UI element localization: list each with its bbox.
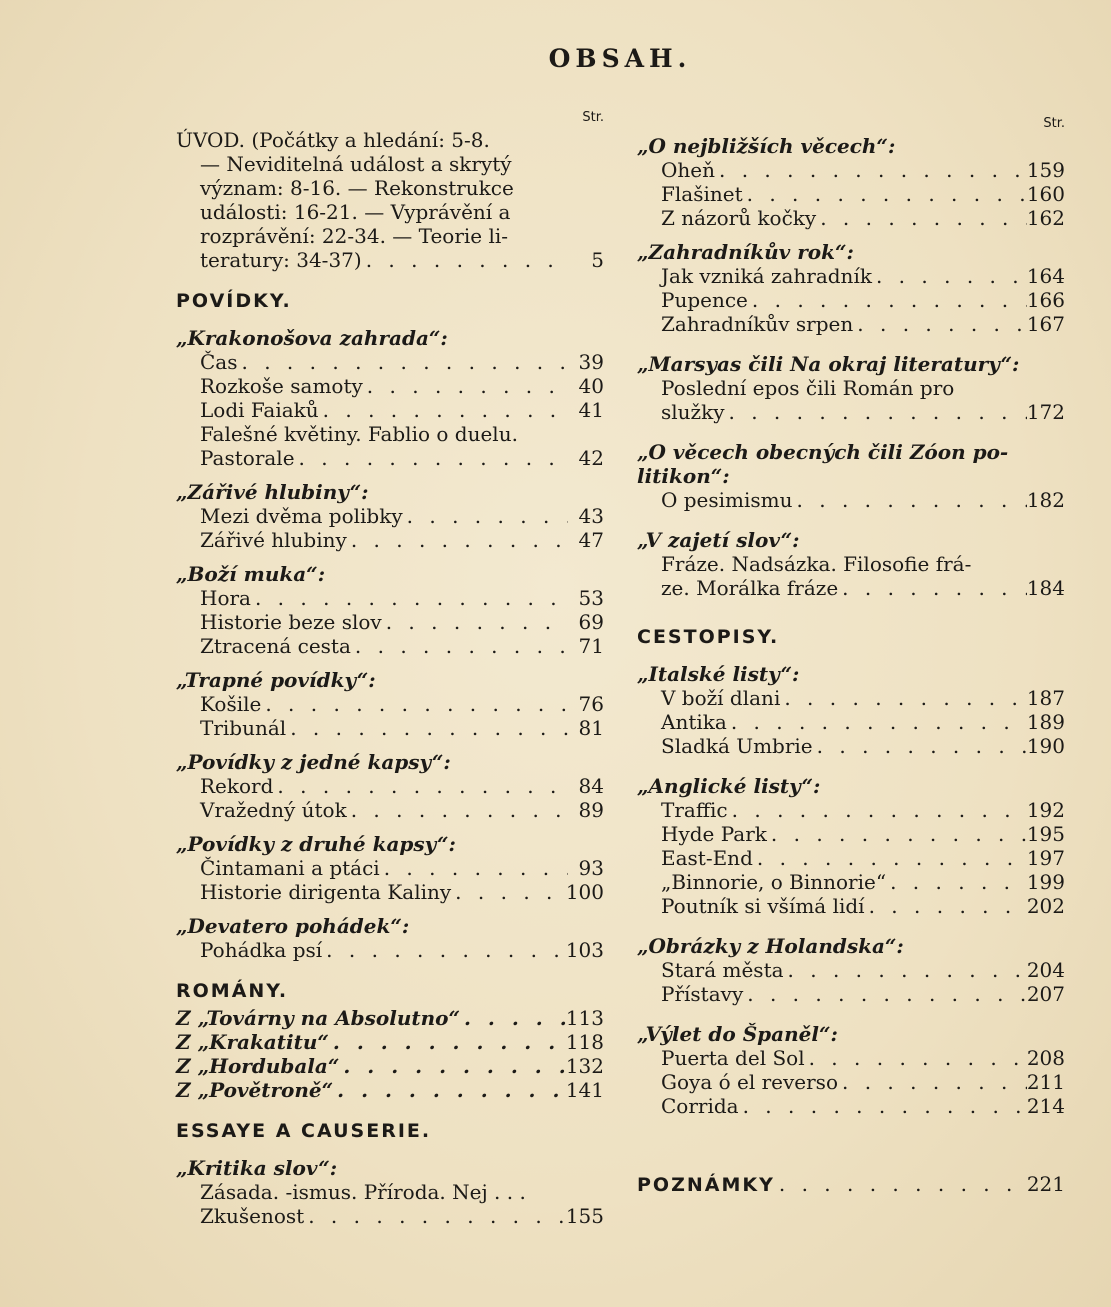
dot-leader (333, 1078, 566, 1102)
toc-entry[interactable] (637, 1070, 1065, 1094)
toc-entry[interactable] (637, 822, 1065, 846)
entry-title-line[interactable]: Falešné květiny. Fablio o duelu. (200, 422, 518, 446)
dot-leader (805, 1046, 1027, 1070)
toc-entry[interactable] (176, 856, 604, 880)
toc-entry[interactable] (176, 586, 604, 610)
toc-entry (176, 248, 604, 272)
entry-title: Mezi dvěma polibky (200, 504, 403, 528)
toc-entry[interactable] (637, 846, 1065, 870)
dot-leader (238, 350, 569, 374)
dot-leader (739, 1094, 1027, 1118)
group-heading: litikon“: (637, 464, 730, 488)
entry-title: Stará města (661, 958, 784, 982)
toc-entry[interactable] (176, 398, 604, 422)
toc-entry[interactable] (176, 1054, 604, 1078)
entry-title: Zářivé hlubiny (200, 528, 347, 552)
toc-entry-poznamky[interactable] (637, 1172, 1065, 1196)
group-heading: „Zahradníkův rok“: (637, 240, 854, 264)
entry-title: Oheň (661, 158, 715, 182)
page-number: 184 (1026, 576, 1065, 600)
uvod-line: ÚVOD. (Počátky a hledání: 5-8. (176, 128, 490, 152)
toc-entry[interactable] (637, 798, 1065, 822)
page-number: 100 (565, 880, 604, 904)
toc-entry[interactable] (637, 206, 1065, 230)
entry-title: Přístavy (661, 982, 744, 1006)
page-number: 211 (1026, 1070, 1065, 1094)
page-number: 141 (565, 1078, 604, 1102)
entry-title: Jak vzniká zahradník (661, 264, 872, 288)
entry-title: Z „Hordubala“ (176, 1054, 340, 1078)
dot-leader (715, 158, 1027, 182)
group-heading: „O věcech obecných čili Zóon po- (637, 440, 1009, 464)
entry-title: Rozkoše samoty (200, 374, 363, 398)
dot-leader (339, 1054, 565, 1078)
dot-leader (793, 488, 1027, 512)
page-number: 118 (565, 1030, 604, 1054)
group-heading: „Obrázky z Holandska“: (637, 934, 904, 958)
entry-title: Traffic (661, 798, 728, 822)
group-heading: „Trapné povídky“: (176, 668, 376, 692)
toc-entry[interactable] (637, 264, 1065, 288)
dot-leader (380, 856, 568, 880)
entry-title: Flašinet (661, 182, 743, 206)
toc-entry[interactable] (637, 1046, 1065, 1070)
dot-leader (273, 774, 568, 798)
toc-entry[interactable] (637, 686, 1065, 710)
entry-title: Čintamani a ptáci (200, 856, 380, 880)
page-number: 47 (578, 528, 604, 552)
page-number: 172 (1026, 400, 1065, 424)
dot-leader (780, 686, 1026, 710)
dot-leader (743, 982, 1027, 1006)
toc-entry[interactable] (637, 576, 1065, 600)
page-number: 81 (578, 716, 604, 740)
entry-title: Poutník si všímá lidí (661, 894, 865, 918)
toc-entry[interactable] (176, 716, 604, 740)
entry-title: Hora (200, 586, 251, 610)
toc-entry[interactable] (176, 350, 604, 374)
page-number: 89 (578, 798, 604, 822)
toc-entry[interactable] (176, 1204, 604, 1228)
toc-right-column (637, 114, 1065, 1196)
page-number: 167 (1026, 312, 1065, 336)
entry-title: Ztracená cesta (200, 634, 351, 658)
uvod-line: události: 16-21. — Vyprávění a (200, 200, 511, 224)
toc-entry[interactable] (637, 400, 1065, 424)
page-number: 221 (1026, 1172, 1065, 1196)
dot-leader (319, 398, 568, 422)
page-number: 197 (1026, 846, 1065, 870)
page-number: 199 (1026, 870, 1065, 894)
toc-entry[interactable] (176, 446, 604, 470)
page-number: 93 (578, 856, 604, 880)
toc-entry[interactable] (637, 958, 1065, 982)
section-heading-povidky: POVÍDKY. (176, 290, 292, 312)
page-number: 155 (565, 1204, 604, 1228)
page-number: 84 (578, 774, 604, 798)
entry-title: Corrida (661, 1094, 739, 1118)
dot-leader (295, 446, 568, 470)
entry-title: Z „Povětroně“ (176, 1078, 334, 1102)
toc-entry[interactable] (637, 710, 1065, 734)
dot-leader (286, 716, 568, 740)
dot-leader (886, 870, 1027, 894)
section-heading-essaye: ESSAYE A CAUSERIE. (176, 1120, 432, 1142)
entry-title: East-End (661, 846, 753, 870)
entry-title: „Binnorie, o Binnorie“ (661, 870, 887, 894)
dot-leader (775, 1172, 1027, 1196)
group-heading: „Zářivé hlubiny“: (176, 480, 369, 504)
entry-title: Zahradníkův srpen (661, 312, 854, 336)
entry-title: Historie beze slov (200, 610, 382, 634)
uvod-line: — Neviditelná událost a skrytý (200, 152, 512, 176)
page-number: 71 (578, 634, 604, 658)
section-heading-cestopisy: CESTOPISY. (637, 626, 780, 648)
page-number: 160 (1026, 182, 1065, 206)
page-number: 182 (1026, 488, 1065, 512)
dot-leader (403, 504, 568, 528)
page-number: 164 (1026, 264, 1065, 288)
page-number: 159 (1026, 158, 1065, 182)
page-number: 207 (1026, 982, 1065, 1006)
uvod-line: rozprávění: 22-34. — Teorie li- (200, 224, 509, 248)
page-number: 187 (1026, 686, 1065, 710)
dot-leader (753, 846, 1027, 870)
page-number: 41 (578, 398, 604, 422)
toc-entry[interactable] (637, 158, 1065, 182)
entry-title: Hyde Park (661, 822, 767, 846)
entry-title: Rekord (200, 774, 274, 798)
dot-leader (322, 938, 566, 962)
entry-title: Antika (661, 710, 727, 734)
dot-leader (725, 400, 1027, 424)
group-heading: „Italské listy“: (637, 662, 800, 686)
group-heading: „Kritika slov“: (176, 1156, 338, 1180)
entry-title: Historie dirigenta Kaliny (200, 880, 452, 904)
toc-entry[interactable] (637, 312, 1065, 336)
page-number: 190 (1026, 734, 1065, 758)
uvod-text (176, 128, 604, 248)
toc-entry[interactable] (637, 894, 1065, 918)
dot-leader (304, 1204, 566, 1228)
dot-leader (853, 312, 1027, 336)
entry-title: Puerta del Sol (661, 1046, 805, 1070)
dot-leader (251, 586, 568, 610)
toc-entry[interactable] (176, 374, 604, 398)
entry-title: POZNÁMKY (637, 1174, 775, 1196)
entry-title: Vražedný útok (200, 798, 347, 822)
entry-title: Pupence (661, 288, 748, 312)
dot-leader (363, 374, 568, 398)
entry-title: Z „Krakatitu“ (176, 1030, 329, 1054)
page-number: 53 (578, 586, 604, 610)
toc-entry[interactable] (637, 182, 1065, 206)
toc-entry[interactable] (176, 938, 604, 962)
page-number: 202 (1026, 894, 1065, 918)
page-number: 69 (578, 610, 604, 634)
page-number: 208 (1026, 1046, 1065, 1070)
toc-left-column (176, 108, 604, 1228)
toc-entry[interactable] (176, 1006, 604, 1030)
entry-title-line[interactable]: Fráze. Nadsázka. Filosofie frá- (661, 552, 972, 576)
toc-entry[interactable] (637, 288, 1065, 312)
group-heading: „Boží muka“: (176, 562, 326, 586)
entry-title: Zkušenost (200, 1204, 305, 1228)
toc-entry[interactable] (176, 1078, 604, 1102)
toc-entry[interactable] (176, 504, 604, 528)
dot-leader (743, 182, 1027, 206)
toc-entry[interactable] (637, 870, 1065, 894)
entry-title: Pastorale (200, 446, 295, 470)
dot-leader (382, 610, 568, 634)
toc-entry[interactable] (176, 692, 604, 716)
entry-title: ze. Morálka fráze (661, 576, 839, 600)
dot-leader (865, 894, 1027, 918)
group-heading: „Povídky z jedné kapsy“: (176, 750, 451, 774)
toc-entry[interactable] (637, 488, 1065, 512)
page-number: 43 (578, 504, 604, 528)
page-number: 195 (1026, 822, 1065, 846)
page-title: OBSAH. (548, 44, 692, 73)
page-column-label: Str. (1043, 116, 1065, 131)
dot-leader (872, 264, 1027, 288)
toc-entry[interactable] (176, 528, 604, 552)
entry-title: Čas (200, 350, 238, 374)
toc-entry[interactable] (176, 634, 604, 658)
entry-title: Tribunál (200, 716, 287, 740)
dot-leader (784, 958, 1027, 982)
page-number: 214 (1026, 1094, 1065, 1118)
group-heading: „Výlet do Španěl“: (637, 1022, 838, 1046)
uvod-line: význam: 8-16. — Rekonstrukce (200, 176, 514, 200)
dot-leader (351, 634, 568, 658)
dot-leader (451, 880, 566, 904)
page-column-label: Str. (582, 110, 604, 125)
group-heading: „Povídky z druhé kapsy“: (176, 832, 456, 856)
entry-title: Pohádka psí (200, 938, 323, 962)
group-heading: „V zajetí slov“: (637, 528, 800, 552)
page-number: 204 (1026, 958, 1065, 982)
page-number: 189 (1026, 710, 1065, 734)
uvod-entry[interactable] (176, 128, 604, 272)
entry-title: Lodi Faiaků (200, 398, 319, 422)
toc-entry[interactable] (637, 1094, 1065, 1118)
dot-leader (838, 576, 1027, 600)
dot-leader (813, 734, 1027, 758)
page-number: 42 (578, 446, 604, 470)
dot-leader (460, 1006, 566, 1030)
group-heading: „Marsyas čili Na okraj literatury“: (637, 352, 1020, 376)
dot-leader (838, 1070, 1027, 1094)
dot-leader (347, 528, 568, 552)
entry-title: Goya ó el reverso (661, 1070, 838, 1094)
entry-title: služky (661, 400, 725, 424)
dot-leader (347, 798, 568, 822)
entry-title: O pesimismu (661, 488, 793, 512)
dot-leader (728, 798, 1027, 822)
page-number: 132 (565, 1054, 604, 1078)
dot-leader (329, 1030, 566, 1054)
group-heading: „Krakonošova zahrada“: (176, 326, 448, 350)
toc-entry[interactable] (176, 610, 604, 634)
page-number: 39 (578, 350, 604, 374)
dot-leader (748, 288, 1027, 312)
entry-title-line[interactable]: Poslední epos čili Román pro (661, 376, 955, 400)
toc-entry[interactable] (176, 880, 604, 904)
page-number: 113 (565, 1006, 604, 1030)
section-heading-romany: ROMÁNY. (176, 980, 289, 1002)
page-number: 103 (565, 938, 604, 962)
entry-title: teratury: 34-37) (200, 248, 362, 272)
toc-entry[interactable] (637, 982, 1065, 1006)
dot-leader (767, 822, 1027, 846)
page-number: 40 (578, 374, 604, 398)
entry-title: Z názorů kočky (661, 206, 817, 230)
entry-title: Košile (200, 692, 262, 716)
dot-leader (362, 248, 568, 272)
toc-entry[interactable] (637, 734, 1065, 758)
toc-entry[interactable] (176, 774, 604, 798)
page-number: 76 (578, 692, 604, 716)
page-number: 5 (591, 248, 604, 272)
toc-entry[interactable] (176, 1030, 604, 1054)
group-heading: „Devatero pohádek“: (176, 914, 410, 938)
page-number: 162 (1026, 206, 1065, 230)
dot-leader (727, 710, 1027, 734)
entry-title: Z „Továrny na Absolutno“ (176, 1006, 460, 1030)
group-heading: „Anglické listy“: (637, 774, 821, 798)
entry-title: V boží dlani (661, 686, 781, 710)
toc-entry[interactable] (176, 798, 604, 822)
dot-leader (816, 206, 1027, 230)
page-number: 192 (1026, 798, 1065, 822)
group-heading: „O nejbližších věcech“: (637, 134, 896, 158)
entry-title: Sladká Umbrie (661, 734, 813, 758)
dot-leader (261, 692, 568, 716)
page-number: 166 (1026, 288, 1065, 312)
entry-title-line[interactable]: Zásada. -ismus. Příroda. Nej . . . (200, 1180, 526, 1204)
